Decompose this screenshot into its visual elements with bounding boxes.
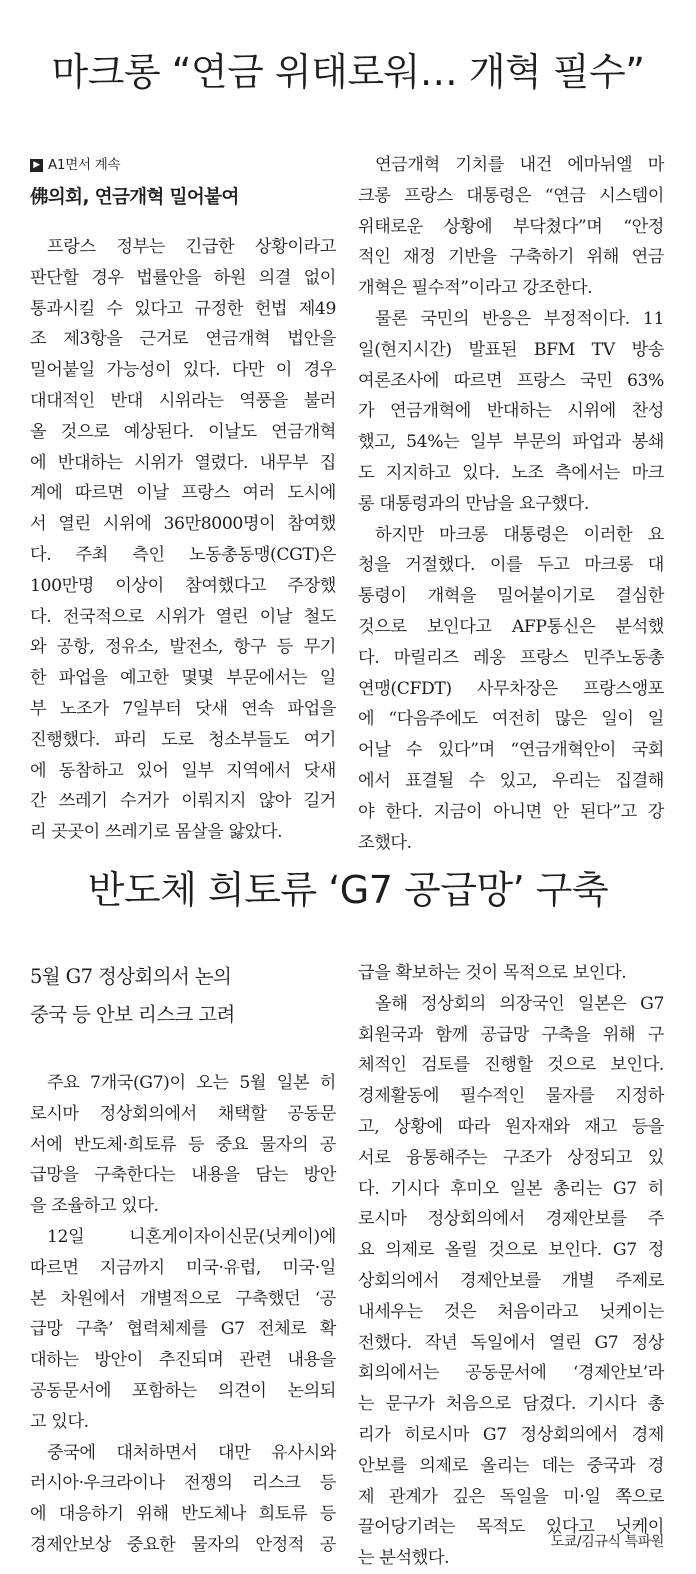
body-line: 프랑스 정부는 긴급한 상황이라고 [47,237,336,257]
body-line: 주요 7개국(G7)이 오는 5월 일본 히 [47,1073,336,1093]
body-line: 것으로 보인다고 AFP통신은 분석했 [358,616,664,637]
body-line: 도 지지하고 있다. 노조 측에서는 마크 [358,462,664,483]
body-line: 크롱 프랑스 대통령은 “연금 시스템이 [358,185,664,206]
body-line: 에 반대하는 시위가 열렸다. 내무부 집 [30,452,336,473]
body-line: 가 연금개혁에 반대하는 시위에 찬성 [358,401,664,422]
body-line: 에 “다음주에도 여전히 많은 일이 일 [358,709,664,730]
body-line: 다. 주최 측인 노동총동맹(CGT)은 [30,544,336,565]
body-line: 에 대응하기 위해 반도체나 희토류 등 [30,1504,336,1525]
body-line: 에 동참하고 있어 일부 지역에서 닷새 [30,760,336,781]
body-line: 와 공항, 정유소, 발전소, 항구 등 무기 [30,637,336,658]
article2-left-body [30,1068,336,1561]
body-line: 일(현지시간) 발표된 BFM TV 방송 [358,339,664,360]
body-line: 경제활동에 필수적인 물자를 지정하 [358,1086,664,1107]
body-line: 회원국과 함께 공급망 구축을 위해 구 [358,1024,664,1045]
body-line: 계에 따르면 이날 프랑스 여러 도시에 [30,483,336,504]
body-line: 경제안보상 중요한 물자의 안정적 공 [30,1534,336,1555]
body-line: 위태로운 상황에 부닥쳤다”며 “안정 [358,216,664,237]
body-line: 안보를 의제로 올리는 데는 중국과 경 [358,1455,664,1476]
body-line: 연금개혁 기치를 내건 에마뉘엘 마 [375,155,664,175]
article2-headline: 반도체 희토류 ‘G7 공급망’ 구축 [87,868,609,912]
body-line: 100만명 이상이 참여했다고 주장했 [30,575,336,596]
body-line: 개혁은 필수적”이라고 강조한다. [358,278,593,299]
jump-line [30,156,336,174]
article2-subhead-1: 5월 G7 정상회의서 논의 [30,965,232,988]
body-line: 리가 히로시마 G7 정상회의에서 경제 [358,1424,664,1445]
body-line: 상회의에서 경제안보를 개별 주제로 [358,1270,664,1291]
body-line: 는 분석했다. [358,1548,450,1569]
body-line: 올해 정상회의 의장국인 일본은 G7 [375,993,664,1014]
body-line: 했고, 54%는 일부 부문의 파업과 봉쇄 [358,432,664,453]
body-line: 공동문서에 포함하는 의견이 논의되 [30,1380,336,1401]
body-line: 간 쓰레기 수거가 이뤄지지 않아 길거 [30,791,336,812]
body-line: 어날 수 있다”며 “연금개혁안이 국회 [358,740,664,761]
body-line: 로시마 정상회의에서 경제안보를 주 [358,1209,664,1230]
body-line: 적인 재정 기반을 구축하기 위해 연금 [358,247,664,268]
body-line: 서로 융통해주는 구조가 상정되고 있 [358,1147,664,1168]
body-line: 통과시킬 수 있다고 규정한 헌법 제49 [30,298,336,319]
body-line: 에서 표결될 수 있고, 우리는 집결해 [358,770,664,791]
body-line: 대대적인 반대 시위라는 역풍을 불러 [30,390,336,411]
body-line: 러시아·우크라이나 전쟁의 리스크 등 [30,1473,336,1494]
article1-left-body [30,232,336,848]
article1-left-column [30,156,336,848]
body-line: 한 파업을 예고한 몇몇 부문에서는 일 [30,668,336,689]
body-line: 다. 기시다 후미오 일본 총리는 G7 히 [358,1178,664,1199]
body-line: 야 한다. 지금이 아니면 안 된다”고 강 [358,801,664,822]
body-line: 급망을 구축한다는 내용을 담는 방안 [30,1165,336,1186]
byline: 도쿄/김규식 특파원 [550,1534,664,1550]
body-line: 는 문구가 처음으로 담겼다. 기시다 총 [358,1394,664,1415]
body-line: 요 의제로 올릴 것으로 보인다. G7 정 [358,1240,664,1261]
body-line: 내세우는 것은 처음이라고 닛케이는 [358,1301,664,1322]
body-line: 회의에서는 공동문서에 ‘경제안보’라 [358,1363,664,1384]
body-line: 다. 마릴리즈 레옹 프랑스 민주노동총 [358,647,664,668]
body-line: 체적인 검토를 진행할 것으로 보인다. [358,1055,664,1076]
jump-text: A1면서 계속 [48,157,121,173]
body-line: 조했다. [358,832,412,853]
body-line: 리 곳곳이 쓰레기로 몸살을 앓았다. [30,822,283,843]
body-line: 로시마 정상회의에서 채택할 공동문 [30,1103,336,1124]
body-line: 판단할 경우 법률안을 하원 의결 없이 [30,267,336,288]
body-line: 올 것으로 예상된다. 이날도 연금개혁 [30,421,336,442]
body-line: 고, 상황에 따라 원자재와 재고 등을 [358,1116,664,1137]
body-line: 본 차원에서 개별적으로 구축했던 ‘공 [30,1288,336,1309]
body-line: 급망 구축’ 협력체제를 G7 전체로 확 [30,1319,336,1340]
body-line: 청을 거절했다. 이를 두고 마크롱 대 [358,555,664,576]
article2-left-column [30,958,336,1561]
body-line: 밀어붙일 가능성이 있다. 다만 이 경우 [30,360,336,381]
body-line: 진행했다. 파리 도로 청소부들도 여기 [30,729,336,750]
body-line: 대하는 방안이 추진되며 관련 내용을 [30,1350,336,1371]
body-line: 여론조사에 따르면 프랑스 국민 63% [358,370,664,391]
body-line: 전했다. 작년 독일에서 열린 G7 정상 [358,1332,664,1353]
body-line: 끌어당기려는 목적도 있다고 닛케이 [358,1517,664,1538]
article1-right-column [358,150,664,858]
body-line: 따르면 지금까지 미국·유럽, 미국·일 [30,1257,336,1278]
body-line: 서 열린 시위에 36만8000명이 참여했 [30,514,336,535]
body-line: 통령이 개혁을 밀어붙이기로 결심한 [358,586,664,607]
body-line: 다. 전국적으로 시위가 열린 이날 철도 [30,606,336,627]
body-line: 을 조율하고 있다. [30,1196,159,1217]
body-line: 롱 대통령과의 만남을 요구했다. [358,493,589,514]
body-line: 급을 확보하는 것이 목적으로 보인다. [358,963,627,983]
body-line: 12일 니혼게이자이신문(닛케이)에 [47,1226,336,1247]
body-line: 서에 반도체·희토류 등 중요 물자의 공 [30,1134,336,1155]
body-line: 조 제3항을 근거로 연금개혁 법안을 [30,329,336,350]
article2-right-column [358,958,664,1569]
body-line: 물론 국민의 반응은 부정적이다. 11 [375,308,664,329]
article2-subhead-2: 중국 등 안보 리스크 고려 [30,1003,235,1026]
body-line: 제 관계가 깊은 독일을 미·일 쪽으로 [358,1486,664,1507]
article1-subhead: 佛의회, 연금개혁 밀어붙여 [30,187,239,208]
body-line: 하지만 마크롱 대통령은 이러한 요 [375,524,664,545]
body-line: 중국에 대처하면서 대만 유사시와 [47,1442,336,1463]
article1-headline: 마크롱 “연금 위태로워… 개혁 필수” [51,50,645,94]
body-line: 부 노조가 7일부터 닷새 연속 파업을 [30,698,336,719]
arrow-right-icon: ▶ [30,159,43,172]
body-line: 연맹(CFDT) 사무차장은 프랑스앵포 [358,678,664,699]
body-line: 고 있다. [30,1411,89,1432]
